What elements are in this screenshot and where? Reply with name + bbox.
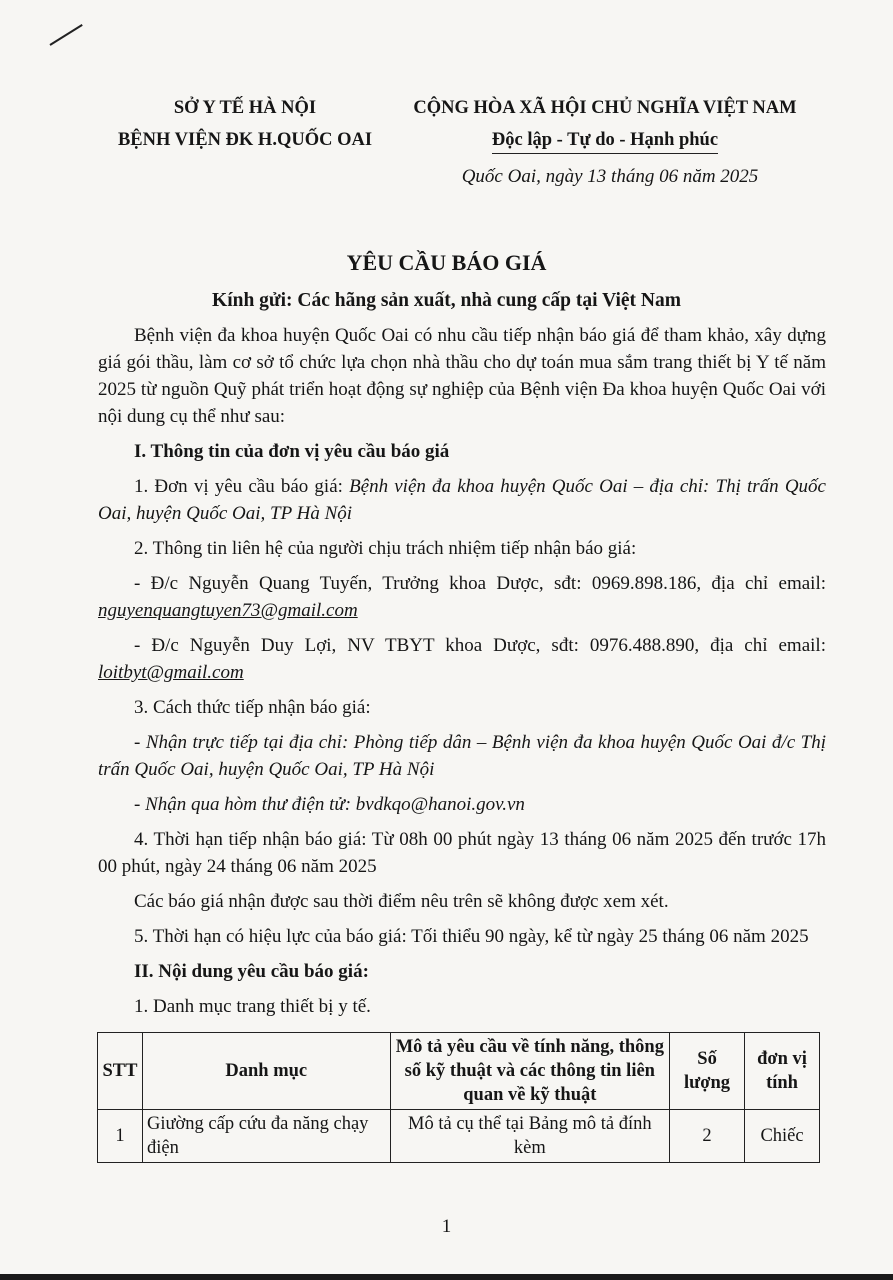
national-header bbox=[380, 92, 830, 156]
nation-line-1: CỘNG HÒA XÃ HỘI CHỦ NGHĨA VIỆT NAM bbox=[413, 98, 797, 118]
late-quote-note: Các báo giá nhận được sau thời điểm nêu trên sẽ không được xem xét. bbox=[134, 891, 669, 912]
cell-item: Giường cấp cứu đa năng chạy điện bbox=[142, 1110, 390, 1163]
equipment-list-heading: 1. Danh mục trang thiết bị y tế. bbox=[134, 996, 371, 1017]
org-line-1: SỞ Y TẾ HÀ NỘI bbox=[173, 98, 317, 118]
page-number: 1 bbox=[441, 1216, 452, 1237]
header-stt: STT bbox=[98, 1033, 143, 1110]
contact-1-email-link[interactable]: nguyenquangtuyen73@gmail.com bbox=[98, 600, 358, 621]
cell-description: Mô tả cụ thể tại Bảng mô tả đính kèm bbox=[390, 1110, 670, 1163]
cell-unit: Chiếc bbox=[745, 1110, 820, 1163]
requester-info bbox=[98, 473, 826, 527]
org-line-2: BỆNH VIỆN ĐK H.QUỐC OAI bbox=[117, 130, 373, 150]
cell-quantity: 2 bbox=[670, 1110, 745, 1163]
validity-period: 5. Thời hạn có hiệu lực của báo giá: Tối thiểu 90 ngày, kể từ ngày 25 tháng 06 năm 2025 bbox=[134, 926, 809, 947]
contact-heading: 2. Thông tin liên hệ của người chịu trách nhiệm tiếp nhận báo giá: bbox=[134, 538, 637, 559]
header-unit: đơn vị tính bbox=[745, 1033, 820, 1110]
receipt-method-direct: - Nhận trực tiếp tại địa chỉ: Phòng tiếp dân – Bệnh viện đa khoa huyện Quốc Oai đ/c Thị trấn Quốc Oai, huyện Quốc Oai, TP Hà Nội bbox=[98, 732, 826, 780]
header-description: Mô tả yêu cầu về tính năng, thông số kỹ thuật và các thông tin liên quan về kỹ thuật bbox=[390, 1033, 670, 1110]
document-body bbox=[98, 322, 826, 1020]
contact-2-text: - Đ/c Nguyễn Duy Lợi, NV TBYT khoa Dược, sđt: 0976.488.890, địa chỉ email: bbox=[134, 635, 826, 656]
intro-paragraph: Bệnh viện đa khoa huyện Quốc Oai có nhu cầu tiếp nhận báo giá để tham khảo, xây dựng giá gói thầu, làm cơ sở tổ chức lựa chọn nhà thầu cho dự toán mua sắm trang thiết bị Y tế năm 2025 từ nguồn Quỹ phát triển hoạt động sự nghiệp của Bệnh viện Đa khoa huyện Quốc Oai với nội dung cụ thể như sau: bbox=[98, 325, 826, 427]
receipt-method-heading: 3. Cách thức tiếp nhận báo giá: bbox=[134, 697, 371, 718]
nation-motto: Độc lập - Tự do - Hạnh phúc bbox=[492, 127, 718, 154]
receipt-deadline: 4. Thời hạn tiếp nhận báo giá: Từ 08h 00 phút ngày 13 tháng 06 năm 2025 đến trước 17h 00 phút, ngày 24 tháng 06 năm 2025 bbox=[98, 829, 826, 877]
cell-stt: 1 bbox=[98, 1110, 143, 1163]
scan-edge bbox=[0, 1274, 893, 1280]
section-2-heading: II. Nội dung yêu cầu báo giá: bbox=[134, 961, 369, 982]
header-quantity: Số lượng bbox=[670, 1033, 745, 1110]
requester-label: 1. Đơn vị yêu cầu báo giá: bbox=[134, 476, 350, 497]
requester-value: Bệnh viện đa khoa huyện Quốc Oai – địa chỉ: Thị trấn Quốc Oai, huyện Quốc Oai, TP Hà Nội bbox=[98, 476, 826, 524]
receipt-method-email: - Nhận qua hòm thư điện tử: bvdkqo@hanoi.gov.vn bbox=[134, 794, 525, 815]
contact-1-text: - Đ/c Nguyễn Quang Tuyến, Trưởng khoa Dược, sđt: 0969.898.186, địa chỉ email: bbox=[134, 573, 826, 594]
table-row bbox=[98, 1110, 820, 1163]
dateline: Quốc Oai, ngày 13 tháng 06 năm 2025 bbox=[461, 166, 759, 187]
table-header-row bbox=[98, 1033, 820, 1110]
header-item: Danh mục bbox=[142, 1033, 390, 1110]
section-1-heading: I. Thông tin của đơn vị yêu cầu báo giá bbox=[134, 441, 450, 462]
document-title: YÊU CẦU BÁO GIÁ bbox=[346, 250, 547, 275]
issuing-organization bbox=[100, 92, 390, 156]
contact-1 bbox=[98, 570, 826, 624]
equipment-table bbox=[97, 1032, 820, 1163]
contact-2 bbox=[98, 632, 826, 686]
contact-2-email-link[interactable]: loitbyt@gmail.com bbox=[98, 662, 244, 683]
addressee: Kính gửi: Các hãng sản xuất, nhà cung cấp tại Việt Nam bbox=[212, 290, 681, 311]
pen-mark bbox=[49, 24, 82, 46]
